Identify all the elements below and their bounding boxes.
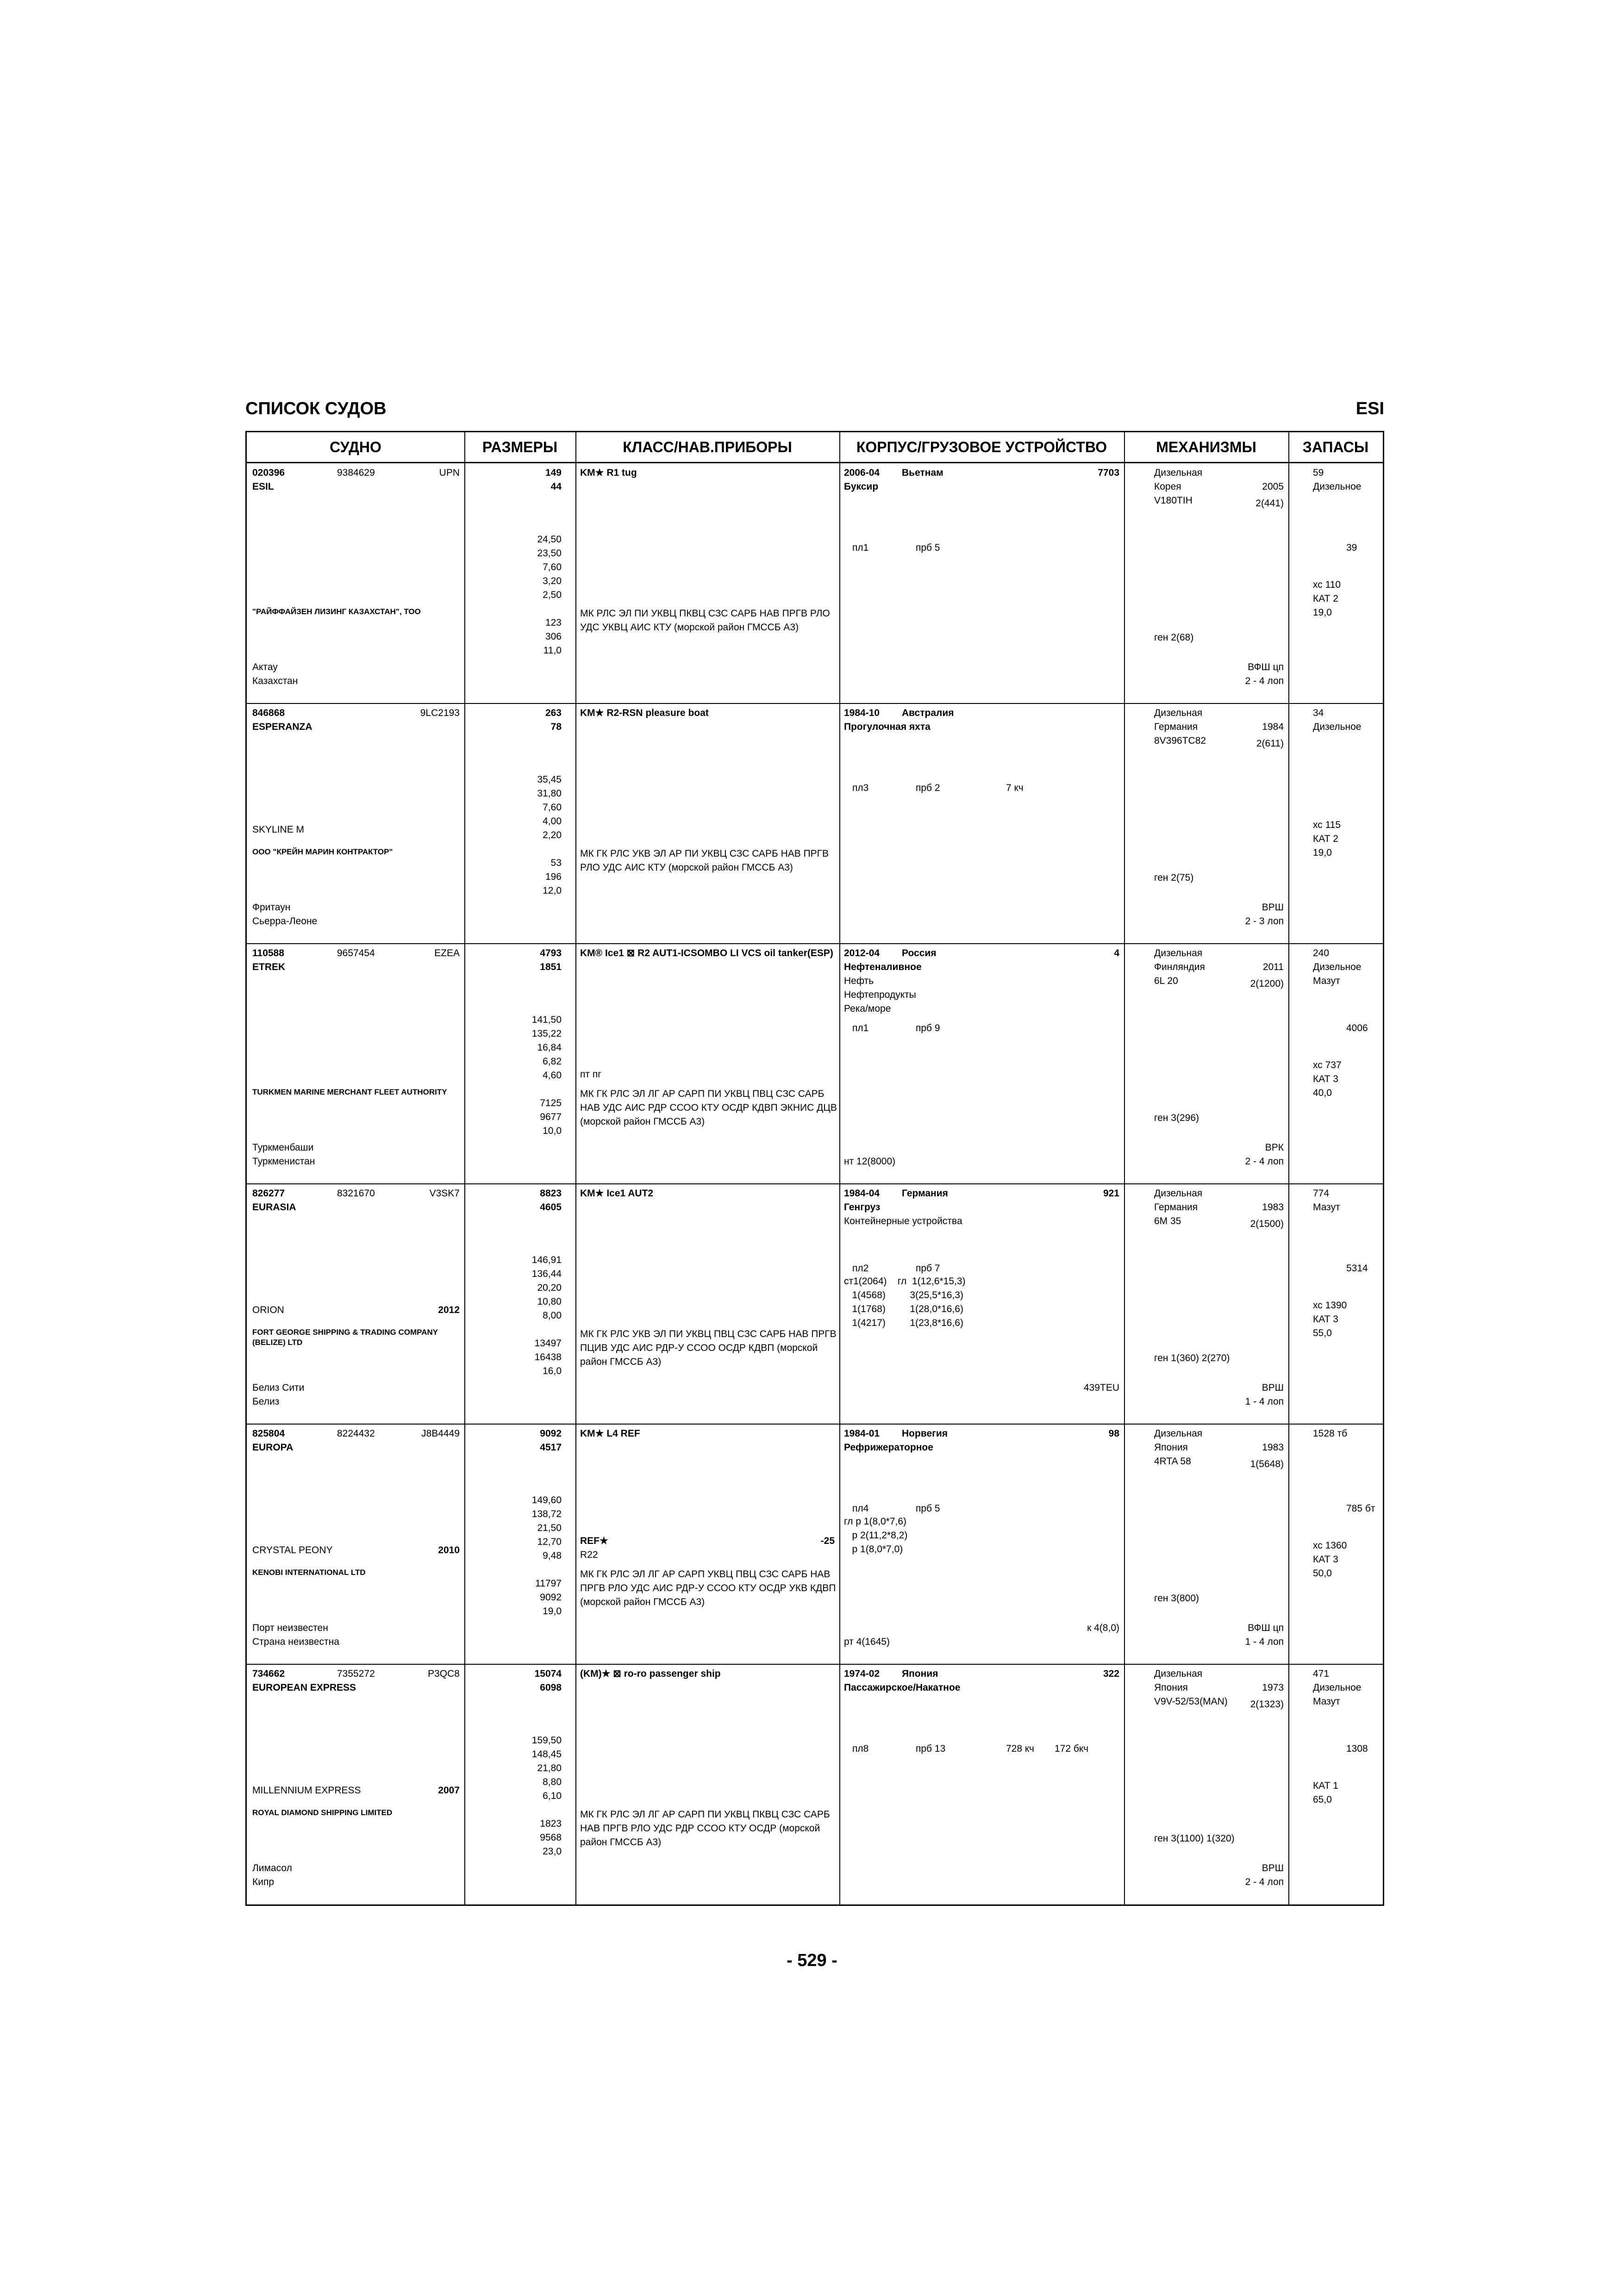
col-divider bbox=[1124, 944, 1125, 1184]
fuel-capacity: 471 bbox=[1313, 1668, 1330, 1679]
page-header bbox=[245, 399, 1384, 420]
call-sign: V3SK7 bbox=[429, 1188, 460, 1199]
call-sign: J8B4449 bbox=[421, 1428, 460, 1439]
vessel-record bbox=[247, 463, 1383, 704]
engine-country: Япония bbox=[1154, 1682, 1188, 1693]
home-port: Фритаун bbox=[252, 902, 291, 913]
net-tonnage: 4517 bbox=[540, 1442, 562, 1453]
generators: ген 1(360) 2(270) bbox=[1154, 1353, 1230, 1363]
nav-equipment: МК ГК РЛС ЭЛ ЛГ АР САРП ПИ УКВЦ ПВЦ СЗС САРБ НАВ УДС АИС РДР ССОО КТУ ОСДР КДВП ЭКНИС ДЦВ (морской район ГМССБ А3) bbox=[580, 1089, 837, 1127]
engine-power: 2(441) bbox=[1255, 498, 1284, 509]
refrigerant: R22 bbox=[580, 1549, 598, 1560]
fuel-quantity: 785 бт bbox=[1346, 1503, 1375, 1514]
engine-year: 1973 bbox=[1262, 1682, 1284, 1693]
col-divider bbox=[464, 1424, 465, 1665]
col-divider bbox=[464, 1184, 465, 1425]
gross-tonnage: 8823 bbox=[540, 1188, 562, 1199]
main-dimensions: 159,50 148,45 21,80 8,80 6,10 bbox=[531, 1735, 562, 1801]
fuel-quantity: 1308 bbox=[1346, 1743, 1368, 1754]
engine-year: 2005 bbox=[1262, 481, 1284, 492]
col-divider bbox=[1124, 1184, 1125, 1425]
col-divider bbox=[575, 703, 576, 944]
col-divider bbox=[839, 1424, 840, 1665]
decks: пл1 bbox=[852, 542, 869, 553]
flag-state: Белиз bbox=[252, 1396, 280, 1407]
build-date: 1984-10 bbox=[844, 708, 880, 718]
deadweight-draft: 7125 9677 10,0 bbox=[540, 1098, 562, 1136]
engine-power: 2(1200) bbox=[1250, 978, 1284, 989]
holds-hatches: ст1(2064) гл 1(12,6*15,3) 1(4568) 3(25,5*16,3) 1(1768) 1(28,0*16,6) 1(4217) 1(23,8*16,6) bbox=[844, 1276, 966, 1328]
bulkheads: прб 2 bbox=[916, 783, 940, 793]
bulkheads: прб 7 bbox=[916, 1263, 940, 1274]
fuel-quantity: 4006 bbox=[1346, 1023, 1368, 1033]
fuel-quantity: 5314 bbox=[1346, 1263, 1368, 1274]
fuel-kind: Дизельное bbox=[1313, 481, 1362, 492]
class-notation: KM® Ice1 ⊠ R2 AUT1-ICSOMBO LI VCS oil tanker(ESP) bbox=[580, 948, 833, 958]
main-dimensions: 141,50 135,22 16,84 6,82 4,60 bbox=[531, 1014, 562, 1081]
engine-year: 1983 bbox=[1262, 1202, 1284, 1213]
vessel-record bbox=[247, 944, 1383, 1184]
generators: ген 3(1100) 1(320) bbox=[1154, 1833, 1235, 1844]
generators: ген 2(75) bbox=[1154, 872, 1194, 883]
gross-tonnage: 263 bbox=[545, 708, 562, 718]
former-name: ORION bbox=[252, 1305, 284, 1315]
col-divider bbox=[464, 944, 465, 1184]
col-divider bbox=[1288, 1664, 1289, 1905]
col-header-machinery: МЕХАНИЗМЫ bbox=[1124, 432, 1288, 463]
cargo-type: Нефтепродукты bbox=[844, 989, 916, 1000]
class-notation: KM★ Ice1 AUT2 bbox=[580, 1188, 654, 1199]
bulkheads: прб 5 bbox=[916, 1503, 940, 1514]
container-capacity: 439TEU bbox=[1083, 1382, 1119, 1393]
net-tonnage: 4605 bbox=[540, 1202, 562, 1213]
col-divider bbox=[464, 463, 465, 704]
generators: ген 3(296) bbox=[1154, 1113, 1199, 1123]
home-port: Белиз Сити bbox=[252, 1382, 305, 1393]
net-tonnage: 1851 bbox=[540, 962, 562, 972]
engine-type: Дизельная bbox=[1154, 1188, 1203, 1199]
engine-type: Дизельная bbox=[1154, 708, 1203, 718]
generators: ген 3(800) bbox=[1154, 1593, 1199, 1604]
nav-equipment: МК РЛС ЭЛ ПИ УКВЦ ПКВЦ СЗС САРБ НАВ ПРГВ РЛО УДС УКВЦ АИС КТУ (морской район ГМССБ А3) bbox=[580, 608, 830, 633]
deadweight-draft: 11797 9092 19,0 bbox=[535, 1578, 562, 1617]
col-header-vessel: СУДНО bbox=[247, 432, 464, 463]
net-tonnage: 6098 bbox=[540, 1682, 562, 1693]
vessel-type: Генгруз bbox=[844, 1202, 881, 1213]
vessel-record bbox=[247, 703, 1383, 944]
deadweight-draft: 1823 9568 23,0 bbox=[540, 1818, 562, 1857]
gross-tonnage: 149 bbox=[545, 467, 562, 478]
net-tonnage: 78 bbox=[550, 722, 562, 732]
col-header-class: КЛАСС/НАВ.ПРИБОРЫ bbox=[575, 432, 839, 463]
col-divider bbox=[839, 1184, 840, 1425]
col-divider bbox=[464, 1664, 465, 1905]
col-divider bbox=[464, 703, 465, 944]
propeller-blades: 2 - 3 лоп bbox=[1245, 916, 1284, 927]
col-divider bbox=[1124, 463, 1125, 704]
yard-number: 4 bbox=[1114, 948, 1119, 958]
engine-country: Германия bbox=[1154, 1202, 1198, 1213]
propeller-type: ВФШ цп bbox=[1248, 662, 1284, 672]
imo-number: 8224432 bbox=[337, 1428, 375, 1439]
flag-state: Сьерра-Леоне bbox=[252, 916, 318, 927]
bulkheads: прб 13 bbox=[916, 1743, 946, 1754]
build-date: 2006-04 bbox=[844, 467, 880, 478]
home-port: Лимасол bbox=[252, 1863, 292, 1873]
vessel-name: EUROPA bbox=[252, 1442, 294, 1453]
refrigerant: пт пг bbox=[580, 1069, 601, 1080]
nav-equipment: МК ГК РЛС УКВ ЭЛ АР ПИ УКВЦ СЗС САРБ НАВ ПРГВ РЛО УДС АИС КТУ (морской район ГМССБ А3) bbox=[580, 848, 829, 873]
fuel-kind: Дизельное bbox=[1313, 1682, 1362, 1693]
col-divider bbox=[839, 463, 840, 704]
fuel-kind: Мазут bbox=[1313, 1202, 1340, 1213]
fuel-kind: Дизельное bbox=[1313, 962, 1362, 972]
col-header-dimensions: РАЗМЕРЫ bbox=[464, 432, 575, 463]
engine-year: 1984 bbox=[1262, 722, 1284, 732]
engine-type: Дизельная bbox=[1154, 1668, 1203, 1679]
former-name: CRYSTAL PEONY bbox=[252, 1545, 333, 1556]
engine-model: 8V396TC82 bbox=[1154, 735, 1206, 746]
col-divider bbox=[1124, 1424, 1125, 1665]
engine-country: Япония bbox=[1154, 1442, 1188, 1453]
reg-number: 020396 bbox=[252, 467, 285, 478]
propeller-blades: 1 - 4 лоп bbox=[1245, 1636, 1284, 1647]
col-divider bbox=[839, 432, 840, 463]
yard-number: 7703 bbox=[1098, 467, 1119, 478]
propeller-type: ВРШ bbox=[1262, 1863, 1284, 1873]
col-header-hull: КОРПУС/ГРУЗОВОЕ УСТРОЙСТВО bbox=[839, 432, 1124, 463]
engine-model: 4RTA 58 bbox=[1154, 1456, 1191, 1467]
call-sign: EZEA bbox=[434, 948, 460, 958]
owner-name: "РАЙФФАЙЗЕН ЛИЗИНГ КАЗАХСТАН", ТОО bbox=[252, 607, 421, 616]
hull-note: нт 12(8000) bbox=[844, 1156, 896, 1167]
vessel-name: ETREK bbox=[252, 962, 286, 972]
call-sign: P3QC8 bbox=[428, 1668, 460, 1679]
class-notation: KM★ R2-RSN pleasure boat bbox=[580, 708, 709, 718]
vessel-name: ESPERANZA bbox=[252, 722, 312, 732]
yard-number: 98 bbox=[1108, 1428, 1119, 1439]
vessel-type: Пассажирское/Накатное bbox=[844, 1682, 961, 1693]
cabins: 7 кч bbox=[1006, 783, 1024, 793]
col-header-supplies: ЗАПАСЫ bbox=[1288, 432, 1383, 463]
cabins: 728 кч bbox=[1006, 1743, 1035, 1754]
col-divider bbox=[575, 1184, 576, 1425]
propeller-type: ВРШ bbox=[1262, 902, 1284, 913]
decks: пл1 bbox=[852, 1023, 869, 1033]
engine-year: 2011 bbox=[1262, 962, 1284, 972]
col-divider bbox=[1288, 432, 1289, 463]
former-name: SKYLINE M bbox=[252, 824, 305, 835]
main-dimensions: 146,91 136,44 20,20 10,80 8,00 bbox=[531, 1255, 562, 1321]
col-divider bbox=[575, 944, 576, 1184]
deadweight-draft: 13497 16438 16,0 bbox=[534, 1338, 562, 1376]
fuel-capacity: 240 bbox=[1313, 948, 1330, 958]
main-dimensions: 24,50 23,50 7,60 3,20 2,50 bbox=[537, 534, 562, 600]
col-divider bbox=[1124, 432, 1125, 463]
engine-model: V9V-52/53(MAN) bbox=[1154, 1696, 1228, 1707]
fuel-kind: Мазут bbox=[1313, 976, 1340, 986]
class-notation: (KM)★ ⊠ ro-ro passenger ship bbox=[580, 1668, 721, 1679]
reefer-notation: REF★ bbox=[580, 1536, 608, 1546]
build-country: Россия bbox=[902, 948, 937, 958]
fuel-capacity: 59 bbox=[1313, 467, 1324, 478]
flag-state: Страна неизвестна bbox=[252, 1636, 339, 1647]
former-name: MILLENNIUM EXPRESS bbox=[252, 1785, 361, 1796]
owner-name: FORT GEORGE SHIPPING & TRADING COMPANY (BELIZE) LTD bbox=[252, 1328, 438, 1347]
home-port: Туркменбаши bbox=[252, 1142, 314, 1153]
engine-year: 1983 bbox=[1262, 1442, 1284, 1453]
reefer-temperature: -25 bbox=[820, 1536, 835, 1546]
col-divider bbox=[1288, 1424, 1289, 1665]
build-date: 2012-04 bbox=[844, 948, 880, 958]
bulkheads: прб 5 bbox=[916, 542, 940, 553]
supplies-info: хс 115 КАТ 2 19,0 bbox=[1313, 820, 1341, 858]
fuel-quantity: 39 bbox=[1346, 542, 1357, 553]
propeller-blades: 2 - 4 лоп bbox=[1245, 1877, 1284, 1887]
supplies-info: хс 737 КАТ 3 40,0 bbox=[1313, 1060, 1342, 1098]
col-divider bbox=[839, 1664, 840, 1905]
build-country: Австралия bbox=[902, 708, 954, 718]
col-divider bbox=[575, 1424, 576, 1665]
build-country: Япония bbox=[902, 1668, 938, 1679]
build-date: 1974-02 bbox=[844, 1668, 880, 1679]
fuel-kind: Дизельное bbox=[1313, 722, 1362, 732]
vessel-type: Рефрижераторное bbox=[844, 1442, 933, 1453]
nav-equipment: МК ГК РЛС УКВ ЭЛ ПИ УКВЦ ПВЦ СЗС САРБ НАВ ПРГВ ПЦИВ УДС АИС РДР-У ССОО ОСДР КДВП (морской район ГМССБ А3) bbox=[580, 1329, 837, 1367]
propeller-type: ВФШ цп bbox=[1248, 1623, 1284, 1633]
col-divider bbox=[1288, 1184, 1289, 1425]
flag-state: Казахстан bbox=[252, 676, 298, 686]
col-divider bbox=[839, 703, 840, 944]
propeller-blades: 2 - 4 лоп bbox=[1245, 676, 1284, 686]
engine-type: Дизельная bbox=[1154, 467, 1203, 478]
nav-equipment: МК ГК РЛС ЭЛ ЛГ АР САРП УКВЦ ПВЦ СЗС САРБ НАВ ПРГВ РЛО УДС АИС РДР-У ССОО КТУ ОСДР УКВ КДВП (морской район ГМССБ А3) bbox=[580, 1569, 836, 1607]
imo-number: 9657454 bbox=[337, 948, 375, 958]
flag-state: Туркменистан bbox=[252, 1156, 315, 1167]
propeller-type: ВРШ bbox=[1262, 1382, 1284, 1393]
page-code: ESI bbox=[1355, 399, 1384, 418]
owner-name: TURKMEN MARINE MERCHANT FLEET AUTHORITY bbox=[252, 1088, 447, 1096]
cargo-type: Контейнерные устройства bbox=[844, 1216, 962, 1226]
engine-model: V180TIH bbox=[1154, 495, 1193, 506]
home-port: Актау bbox=[252, 662, 278, 672]
fuel-capacity: 34 bbox=[1313, 708, 1324, 718]
engine-country: Корея bbox=[1154, 481, 1181, 492]
main-dimensions: 35,45 31,80 7,60 4,00 2,20 bbox=[537, 774, 562, 840]
vessel-type: Нефтеналивное bbox=[844, 962, 922, 972]
class-notation: KM★ L4 REF bbox=[580, 1428, 640, 1439]
deadweight-draft: 123 306 11,0 bbox=[543, 617, 562, 656]
main-dimensions: 149,60 138,72 21,50 12,70 9,48 bbox=[531, 1495, 562, 1561]
col-divider bbox=[1124, 703, 1125, 944]
build-date: 1984-04 bbox=[844, 1188, 880, 1199]
col-divider bbox=[575, 432, 576, 463]
vessel-record bbox=[247, 1424, 1383, 1665]
records-body bbox=[247, 463, 1383, 1904]
build-country: Германия bbox=[902, 1188, 948, 1199]
decks: пл2 bbox=[852, 1263, 869, 1274]
vessel-name: EURASIA bbox=[252, 1202, 296, 1213]
propeller-type: ВРК bbox=[1265, 1142, 1284, 1153]
col-divider bbox=[839, 944, 840, 1184]
col-divider bbox=[575, 1664, 576, 1905]
generators: ген 2(68) bbox=[1154, 632, 1194, 643]
nav-equipment: МК ГК РЛС ЭЛ ЛГ АР САРП ПИ УКВЦ ПКВЦ СЗС САРБ НАВ ПРГВ РЛО УДС РДР ССОО КТУ ОСДР (морской район ГМССБ А3) bbox=[580, 1809, 830, 1848]
build-date: 1984-01 bbox=[844, 1428, 880, 1439]
col-divider bbox=[464, 432, 465, 463]
reg-number: 110588 bbox=[252, 948, 284, 958]
page-title: СПИСОК СУДОВ bbox=[245, 399, 387, 418]
supplies-info: хс 1390 КАТ 3 55,0 bbox=[1313, 1300, 1347, 1338]
holds-hatches: гл р 1(8,0*7,6) р 2(11,2*8,2) р 1(8,0*7,0) bbox=[844, 1516, 908, 1555]
col-divider bbox=[1288, 463, 1289, 704]
col-divider bbox=[1288, 703, 1289, 944]
berths: 172 бкч bbox=[1055, 1743, 1089, 1754]
supplies-info: хс 110 КАТ 2 19,0 bbox=[1313, 579, 1341, 618]
bulkheads: прб 9 bbox=[916, 1023, 940, 1033]
container-capacity: к 4(8,0) bbox=[1087, 1623, 1119, 1633]
gross-tonnage: 15074 bbox=[534, 1668, 562, 1679]
engine-model: 6M 35 bbox=[1154, 1216, 1181, 1226]
engine-power: 2(1500) bbox=[1250, 1219, 1284, 1229]
owner-name: KENOBI INTERNATIONAL LTD bbox=[252, 1568, 366, 1577]
imo-number: 7355272 bbox=[337, 1668, 375, 1679]
col-divider bbox=[1124, 1664, 1125, 1905]
vessel-table bbox=[245, 431, 1384, 1906]
vessel-name: EUROPEAN EXPRESS bbox=[252, 1682, 356, 1693]
engine-power: 2(611) bbox=[1256, 738, 1284, 749]
former-name-year: 2007 bbox=[438, 1785, 460, 1796]
yard-number: 322 bbox=[1103, 1668, 1119, 1679]
engine-power: 2(1323) bbox=[1250, 1699, 1284, 1710]
imo-number: 8321670 bbox=[337, 1188, 375, 1199]
imo-number: 9384629 bbox=[337, 467, 375, 478]
class-notation: KM★ R1 tug bbox=[580, 467, 637, 478]
hull-note: рт 4(1645) bbox=[844, 1636, 890, 1647]
decks: пл3 bbox=[852, 783, 869, 793]
propeller-blades: 2 - 4 лоп bbox=[1245, 1156, 1284, 1167]
former-name-year: 2010 bbox=[438, 1545, 460, 1556]
deadweight-draft: 53 196 12,0 bbox=[543, 858, 562, 896]
build-country: Вьетнам bbox=[902, 467, 943, 478]
col-divider bbox=[575, 463, 576, 704]
col-divider bbox=[1288, 944, 1289, 1184]
home-port: Порт неизвестен bbox=[252, 1623, 328, 1633]
reg-number: 825804 bbox=[252, 1428, 285, 1439]
owner-name: ООО "КРЕЙН МАРИН КОНТРАКТОР" bbox=[252, 847, 393, 856]
yard-number: 921 bbox=[1103, 1188, 1119, 1199]
vessel-record bbox=[247, 1184, 1383, 1425]
engine-country: Финляндия bbox=[1154, 962, 1205, 972]
reg-number: 826277 bbox=[252, 1188, 285, 1199]
fuel-kind: Мазут bbox=[1313, 1696, 1340, 1707]
fuel-capacity: 1528 тб bbox=[1313, 1428, 1348, 1439]
decks: пл4 bbox=[852, 1503, 869, 1514]
engine-power: 1(5648) bbox=[1250, 1459, 1284, 1469]
owner-name: ROYAL DIAMOND SHIPPING LIMITED bbox=[252, 1808, 393, 1817]
engine-country: Германия bbox=[1154, 722, 1198, 732]
gross-tonnage: 4793 bbox=[540, 948, 562, 958]
supplies-info: КАТ 1 65,0 bbox=[1313, 1780, 1338, 1805]
flag-state: Кипр bbox=[252, 1877, 275, 1887]
gross-tonnage: 9092 bbox=[540, 1428, 562, 1439]
decks: пл8 bbox=[852, 1743, 869, 1754]
page-number: - 529 - bbox=[787, 1951, 837, 1970]
former-name-year: 2012 bbox=[438, 1305, 460, 1315]
reg-number: 734662 bbox=[252, 1668, 285, 1679]
call-sign: 9LC2193 bbox=[420, 708, 460, 718]
cargo-type: Нефть bbox=[844, 976, 874, 986]
vessel-type: Прогулочная яхта bbox=[844, 722, 931, 732]
engine-type: Дизельная bbox=[1154, 1428, 1203, 1439]
engine-model: 6L 20 bbox=[1154, 976, 1178, 986]
vessel-name: ESIL bbox=[252, 481, 274, 492]
engine-type: Дизельная bbox=[1154, 948, 1203, 958]
reg-number: 846868 bbox=[252, 708, 285, 718]
net-tonnage: 44 bbox=[550, 481, 562, 492]
propeller-blades: 1 - 4 лоп bbox=[1245, 1396, 1284, 1407]
vessel-type: Буксир bbox=[844, 481, 879, 492]
build-country: Норвегия bbox=[902, 1428, 948, 1439]
cargo-type: Река/море bbox=[844, 1003, 891, 1014]
call-sign: UPN bbox=[439, 467, 460, 478]
vessel-record bbox=[247, 1664, 1383, 1905]
supplies-info: хс 1360 КАТ 3 50,0 bbox=[1313, 1540, 1347, 1579]
fuel-capacity: 774 bbox=[1313, 1188, 1330, 1199]
